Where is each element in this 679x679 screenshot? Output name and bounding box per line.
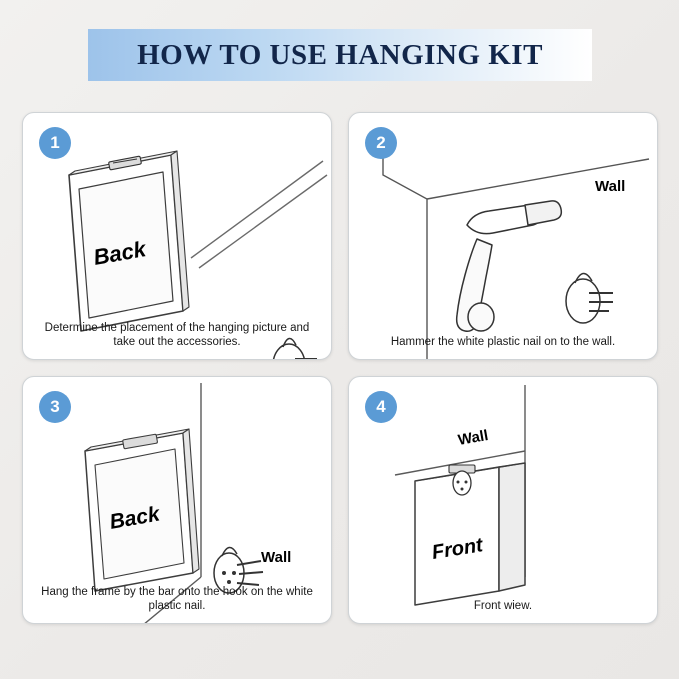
svg-text:Wall: Wall — [261, 549, 292, 566]
step-number-badge-2: 2 — [365, 127, 397, 159]
step-number-badge-1: 1 — [39, 127, 71, 159]
step-card-2 — [348, 112, 658, 360]
steps-grid — [22, 112, 658, 657]
step-card-1 — [22, 112, 332, 360]
svg-text:Wall: Wall — [595, 178, 626, 195]
step-caption-2: Hammer the white plastic nail on to the wall. — [390, 336, 616, 348]
step-caption-4: Front wiew. — [473, 600, 533, 612]
step-caption-3: Hang the frame by the bar onto the hook on the white plastic nail. — [41, 586, 313, 612]
step-number-badge-4: 4 — [365, 391, 397, 423]
step-card-4 — [348, 376, 658, 624]
svg-text:Back: Back — [107, 502, 162, 534]
svg-text:Wall: Wall — [456, 426, 490, 449]
page-title: HOW TO USE HANGING KIT — [137, 38, 543, 71]
step-caption-1: Determine the placement of the hanging picture and take out the accessories. — [44, 322, 310, 348]
svg-text:Back: Back — [91, 236, 148, 270]
page-header-banner — [88, 29, 592, 81]
svg-text:Front: Front — [430, 534, 485, 564]
step-card-3 — [22, 376, 332, 624]
step-number-badge-3: 3 — [39, 391, 71, 423]
